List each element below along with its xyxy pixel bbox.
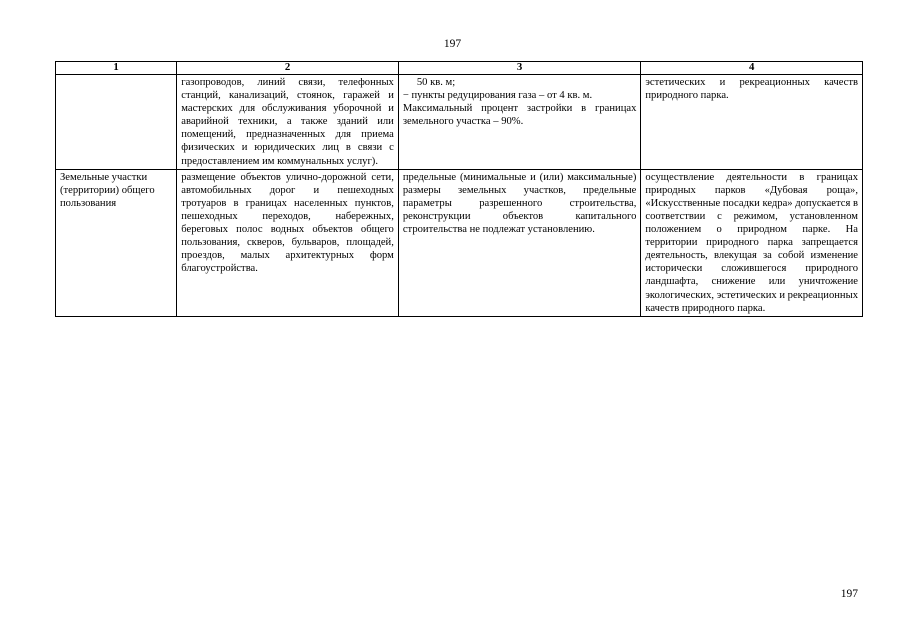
row1-col1-cell [56, 75, 177, 170]
row2-col3-cell: предельные (минимальные и (или) максимальные) размеры земельных участков, предельные параметры разрешенного строительства, реконструкции объектов капитального строительства не подлежат установлению. [398, 169, 641, 316]
column-header-3: 3 [398, 62, 641, 75]
table-header-row [56, 62, 863, 75]
row1-col3-line3: Максимальный процент застройки в границах земельного участка – 90%. [402, 103, 637, 128]
row2-col4-cell: осуществление деятельности в границах природных парков «Дубовая роща», «Искусственные посадки кедра» допускается в соответствии с режимом, установленном положением о природном парке. На территории природного парка запрещается деятельность, влекущая за собой изменение исторически сложившегося природного ландшафта, снижение или уничтожение экологических, эстетических и рекреационных качеств природного парка. [641, 169, 863, 316]
column-header-4: 4 [641, 62, 863, 75]
page-number-top: 197 [443, 38, 462, 50]
document-table [55, 61, 863, 317]
column-header-1: 1 [56, 62, 177, 75]
row1-col3-line1: 50 кв. м; [416, 77, 456, 88]
row1-col3-bullet: − пункты редуцирования газа – от 4 кв. м. [402, 90, 593, 102]
row2-col1-cell: Земельные участки (территории) общего пользования [56, 169, 177, 316]
row1-col4-cell: эстетических и рекреационных качеств природного парка. [641, 75, 863, 170]
row1-col3-cell [398, 75, 641, 170]
table-row [56, 169, 863, 316]
page-number-bottom: 197 [840, 588, 858, 600]
row1-col2-cell: газопроводов, линий связи, телефонных станций, канализаций, стоянок, гаражей и мастерских для обслуживания уборочной и аварийной техники, а также зданий или помещений, предназначенных для приема физических и юридических лиц в связи с предоставлением им коммунальных услуг). [177, 75, 399, 170]
row2-col2-cell: размещение объектов улично-дорожной сети, автомобильных дорог и пешеходных тротуаров в границах населенных пунктов, пешеходных переходов, набережных, береговых полос водных объектов общего пользования, скверов, бульваров, площадей, проездов, малых архитектурных форм благоустройства. [177, 169, 399, 316]
column-header-2: 2 [177, 62, 399, 75]
table-row [56, 75, 863, 170]
